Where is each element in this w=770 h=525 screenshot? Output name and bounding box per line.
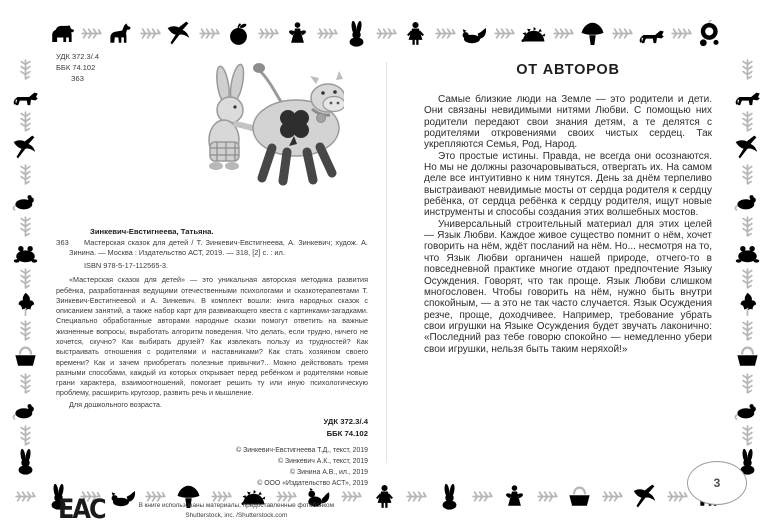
mouse-icon	[12, 187, 39, 214]
mouse-icon	[734, 187, 761, 214]
copyright-line: © Зинина А.В., ил., 2019	[289, 468, 368, 476]
sprig-icon	[736, 110, 759, 133]
apple-icon	[225, 20, 252, 47]
isbn-line: ISBN 978-5-17-112565-3.	[84, 261, 169, 271]
sprig-icon	[601, 485, 624, 508]
sprig-icon	[139, 22, 162, 45]
annotation-text: «Мастерская сказок для детей» — это уникальная авторская методика развития ребёнка, разработанная ведущими отечественными психологами и сказкотерапевтами Т. Зинкевич-Евстигнеевой и А. Зинкевич. В комплект вошли: книга народных сказок с описанием занятий, а также набор карт для развивающего квеста с картинками-загадками. Специально обработанные авторами народные сказки помогут ответить на важные жизненные вопросы, выработать алгоритм поведения. Что делать, если трудно, ничего не хочется, скучно? Как выбирать друзей? Как извлекать пользу из трудностей? Как выстраивать отношения с родителями и наставниками? Как стать хозяином своего времени? Как и зачем приобретать полезные привычки?.. Можно действовать тремя разными способами, каждый из которых открывает перед ребёнком и родителями новые грани характера, взаимоотношений, помогает решить ту или иную психологическую проблему, расширить кругозор, развить речь и мышление.	[56, 275, 368, 398]
rabbit-icon	[343, 20, 370, 47]
photobank-credit-line1: В книге использованы материалы, предоставленные фотобанком	[138, 501, 335, 509]
bibliography-text: Мастерская сказок для детей / Т. Зинкевич-Евстигнеева, А. Зинкевич; худож. А. Зинина. — Москва : Издательство АСТ, 2019. — 318, [2] с. : ил.	[69, 237, 368, 257]
fairy-icon	[284, 20, 311, 47]
sprig-icon	[736, 424, 759, 447]
right-page	[424, 62, 712, 355]
sprig-icon	[736, 319, 759, 342]
udk-footer-block	[56, 416, 368, 440]
sprig-icon	[736, 267, 759, 290]
hedgehog-icon	[520, 20, 547, 47]
sprig-icon	[14, 319, 37, 342]
sprig-icon	[14, 424, 37, 447]
sprig-icon	[316, 22, 339, 45]
body-paragraph: Универсальный строительный материал для этих целей — Язык Любви. Каждое живое существо помнит о нём, хочет говорить на нём, ждёт посланий на нём. Но... несмотря на то, что Язык Любви органичен нашей природе, отчего-то в повседневной практике многие отдают предпочтение Языку Осуждения. Говорят, что так проще. Язык Любви слишком многословен. Чтобы говорить на нём, нужно быть внутри спокойным, — а это не так часто случается. Язык Осуждения резче, проще, доходчивее. Например, требование убрать свои игрушки на Языке Осуждения будет звучать лаконично: «Последний раз тебе говорю спокойно — немедленно убери свои игрушки, нельзя быть таким неряхой!»	[424, 218, 712, 355]
sprig-icon	[493, 22, 516, 45]
page-title: ОТ АВТОРОВ	[516, 62, 620, 78]
fairy-icon	[501, 483, 528, 510]
sprig-icon	[80, 22, 103, 45]
imprint-bottom-row	[56, 493, 368, 525]
wolf-icon	[12, 82, 39, 109]
basket-icon	[566, 483, 593, 510]
sprig-icon	[611, 22, 634, 45]
carriage-icon	[697, 20, 724, 47]
copyright-line: © ООО «Издательство АСТ», 2019	[257, 479, 368, 487]
girl-icon	[402, 20, 429, 47]
catalog-code: З63	[71, 73, 84, 83]
decorative-border-right	[730, 58, 764, 475]
eac-conformity-mark: ЕАС	[58, 493, 105, 525]
sprig-icon	[375, 22, 398, 45]
swallow-icon	[734, 134, 761, 161]
sprig-icon	[14, 372, 37, 395]
bibliographic-block	[56, 226, 368, 525]
bbk-footer-code: ББК 74.102	[326, 428, 368, 438]
leaf-icon	[734, 291, 761, 318]
sprig-icon	[666, 485, 689, 508]
left-page	[56, 52, 368, 525]
sprig-icon	[471, 485, 494, 508]
sprig-icon	[736, 215, 759, 238]
sprig-icon	[405, 485, 428, 508]
wolf-icon	[638, 20, 665, 47]
sprig-icon	[198, 22, 221, 45]
leaf-icon	[12, 291, 39, 318]
sprig-icon	[14, 110, 37, 133]
horse-icon	[107, 20, 134, 47]
page-number-badge	[687, 461, 747, 505]
rabbit-icon	[436, 483, 463, 510]
bbk-code: ББК 74.102	[56, 62, 96, 72]
swallow-icon	[12, 134, 39, 161]
mouse-icon	[12, 396, 39, 423]
cow-figure	[253, 63, 344, 181]
page-number: 3	[713, 476, 721, 490]
decorative-border-top	[48, 16, 724, 50]
sprig-icon	[736, 58, 759, 81]
sprig-icon	[14, 58, 37, 81]
wolf-icon	[734, 82, 761, 109]
sprig-icon	[434, 22, 457, 45]
mouse-icon	[734, 396, 761, 423]
bear-icon	[48, 20, 75, 47]
copyright-block	[56, 445, 368, 489]
body-paragraph: Это простые истины. Правда, не всегда они осознаются. Но мы не должны разочаровываться, отвергать их. На самом деле все интуитивно к ним тянутся. День за днём терпеливо выстраивают невидимые мосты от сердца родителя к сердцу ребёнка, от сердца ребёнка к сердцу родителя, ищут новые инструменты и способы создания этих волшебных мостов.	[424, 150, 712, 219]
sprig-icon	[670, 22, 693, 45]
udk-code: УДК 372.3/.4	[56, 52, 100, 61]
author-heading: Зинкевич-Евстигнеева, Татьяна.	[90, 226, 214, 236]
sprig-icon	[14, 485, 37, 508]
sprig-icon	[736, 163, 759, 186]
basket-icon	[734, 343, 761, 370]
mushroom-icon	[579, 20, 606, 47]
rabbit-and-cow-illustration	[108, 52, 344, 190]
copyright-line: © Зинкевич А.К., текст, 2019	[277, 457, 368, 465]
age-note: Для дошкольного возраста.	[69, 399, 162, 409]
sprig-icon	[257, 22, 280, 45]
catalog-code-margin: З63	[56, 237, 69, 247]
fox-icon	[461, 20, 488, 47]
udk-footer-code: УДК 372.3/.4	[323, 416, 368, 426]
photobank-credit	[105, 501, 368, 521]
copyright-line: © Зинкевич-Евстигнеева Т.Д., текст, 2019	[236, 446, 368, 454]
swallow-icon	[632, 483, 659, 510]
basket-icon	[12, 343, 39, 370]
rabbit-icon	[12, 448, 39, 475]
sprig-icon	[14, 267, 37, 290]
frog-icon	[12, 239, 39, 266]
sprig-icon	[736, 372, 759, 395]
swallow-icon	[166, 20, 193, 47]
sprig-icon	[14, 215, 37, 238]
rabbit-figure	[209, 63, 258, 170]
body-paragraph: Самые близкие люди на Земле — это родители и дети. Они связаны невидимыми нитями Любви. С помощью них родители передают свои знания детям, а те делятся с родителями откровениями своих чистых сердец. Так укрепляются Семья, Род, Народ.	[424, 94, 712, 151]
photobank-credit-line2: Shutterstock, inc. /Shutterstock.com	[185, 511, 288, 519]
sprig-icon	[14, 163, 37, 186]
sprig-icon	[552, 22, 575, 45]
sprig-icon	[536, 485, 559, 508]
frog-icon	[734, 239, 761, 266]
bibliography-row	[56, 238, 368, 259]
page-gutter-line	[386, 62, 387, 463]
girl-icon	[371, 483, 398, 510]
decorative-border-left	[8, 58, 42, 475]
